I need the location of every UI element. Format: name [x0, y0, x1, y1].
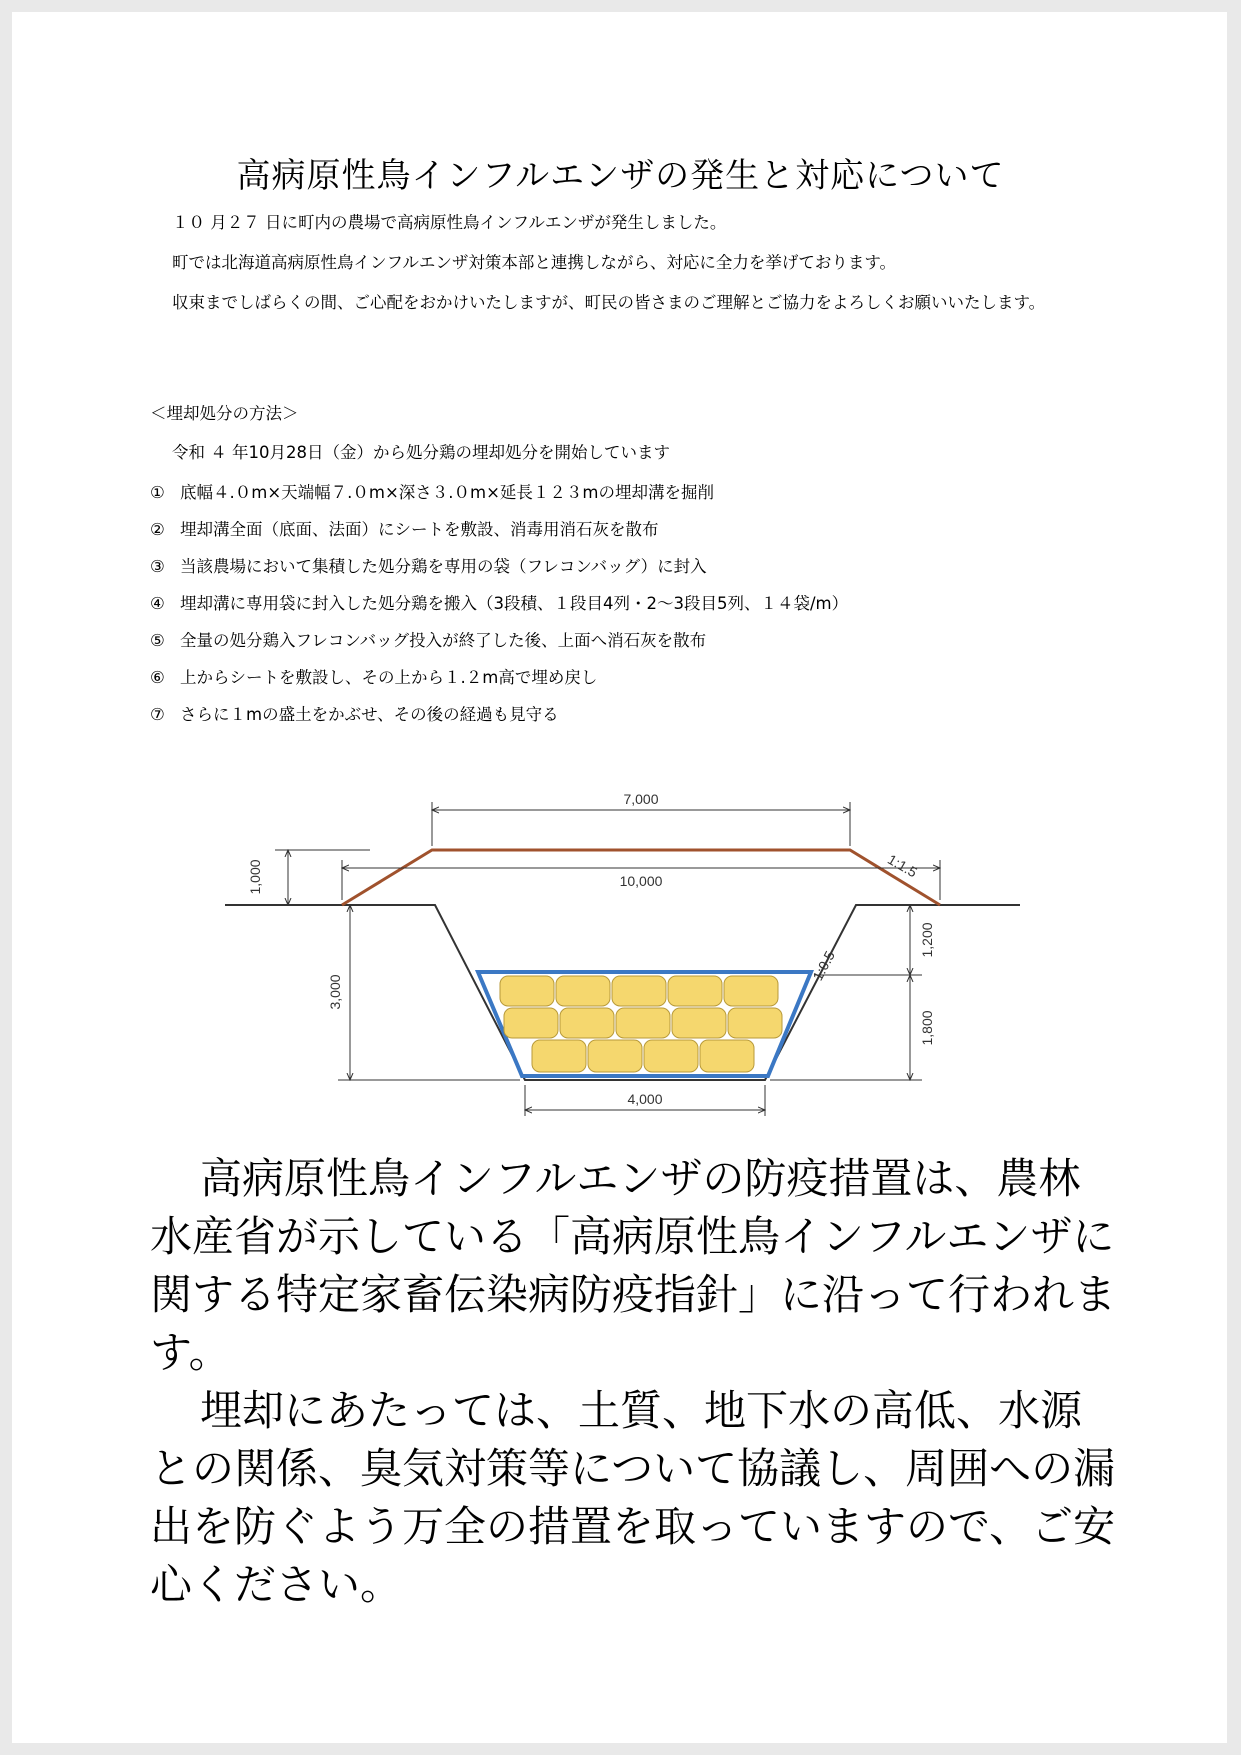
bag	[588, 1040, 642, 1072]
intro-paragraph-2: 町では北海道高病原性鳥インフルエンザ対策本部と連携しながら、対応に全力を挙げております。	[172, 253, 897, 272]
closing-notice	[150, 1150, 1120, 1614]
dim-trench-depth: 3,000	[327, 974, 343, 1010]
bag	[504, 1008, 558, 1038]
bag	[500, 976, 554, 1006]
intro-paragraph-3: 収束までしばらくの間、ご心配をおかけいたしますが、町民の皆さまのご理解とご協力をよろしくお願いいたします。	[172, 293, 1046, 312]
bag	[556, 976, 610, 1006]
bag	[560, 1008, 614, 1038]
step-item	[150, 622, 848, 659]
step-number: ④	[150, 594, 165, 613]
bag	[612, 976, 666, 1006]
step-number: ⑦	[150, 705, 165, 724]
mound-slope-label: 1:1.5	[885, 850, 920, 881]
bag	[728, 1008, 782, 1038]
step-number: ②	[150, 520, 165, 539]
closing-paragraph-1: 高病原性鳥インフルエンザの防疫措置は、農林水産省が示している「高病原性鳥インフルエンザに関する特定家畜伝染病防疫指針」に沿って行われます。	[150, 1154, 1117, 1377]
method-steps	[150, 474, 848, 733]
bag	[668, 976, 722, 1006]
intro-paragraph-1: １０ 月２７ 日に町内の農場で高病原性鳥インフルエンザが発生しました。	[172, 213, 727, 232]
bag	[644, 1040, 698, 1072]
trench-cross-section-diagram	[220, 780, 1020, 1120]
bag	[532, 1040, 586, 1072]
dim-backfill-height: 1,200	[919, 922, 935, 958]
method-heading: ＜埋却処分の方法＞	[150, 404, 299, 423]
step-item	[150, 585, 848, 622]
dim-mound-height: 1,000	[247, 859, 263, 895]
step-text: 底幅４.０m×天端幅７.０m×深さ３.０m×延長１２３mの埋却溝を掘削	[180, 483, 715, 502]
trench-slope-label: 1:0.5	[809, 948, 838, 984]
closing-paragraph-2: 埋却にあたっては、土質、地下水の高低、水源との関係、臭気対策等について協議し、周囲への漏出を防ぐよう万全の措置を取っていますので、ご安心ください。	[150, 1386, 1116, 1609]
dim-mound-width: 10,000	[619, 873, 663, 889]
step-number: ⑥	[150, 668, 165, 687]
step-number: ⑤	[150, 631, 165, 650]
bag	[700, 1040, 754, 1072]
step-text: 上からシートを敷設し、その上から１.２m高で埋め戻し	[180, 668, 598, 687]
step-text: 当該農場において集積した処分鶏を専用の袋（フレコンバッグ）に封入	[180, 557, 707, 576]
step-item	[150, 511, 848, 548]
step-item	[150, 474, 848, 511]
bag-stack	[500, 976, 782, 1072]
document-title: 高病原性鳥インフルエンザの発生と対応について	[236, 156, 1005, 196]
step-item	[150, 548, 848, 585]
bag	[724, 976, 778, 1006]
step-number: ①	[150, 483, 165, 502]
method-start-date: 令和 ４ 年10月28日（金）から処分鶏の埋却処分を開始しています	[172, 443, 670, 462]
dim-bag-height: 1,800	[919, 1010, 935, 1046]
step-text: さらに１mの盛土をかぶせ、その後の経過も見守る	[180, 705, 559, 724]
step-text: 埋却溝に専用袋に封入した処分鶏を搬入（3段積、１段目4列・2～3段目5列、１４袋/m）	[180, 594, 849, 613]
step-number: ③	[150, 557, 165, 576]
dim-top-width: 7,000	[623, 791, 659, 807]
step-item	[150, 696, 848, 733]
bag	[672, 1008, 726, 1038]
step-item	[150, 659, 848, 696]
dim-bottom-width: 4,000	[627, 1091, 663, 1107]
step-text: 埋却溝全面（底面、法面）にシートを敷設、消毒用消石灰を散布	[180, 520, 659, 539]
step-text: 全量の処分鶏入フレコンバッグ投入が終了した後、上面へ消石灰を散布	[180, 631, 707, 650]
bag	[616, 1008, 670, 1038]
